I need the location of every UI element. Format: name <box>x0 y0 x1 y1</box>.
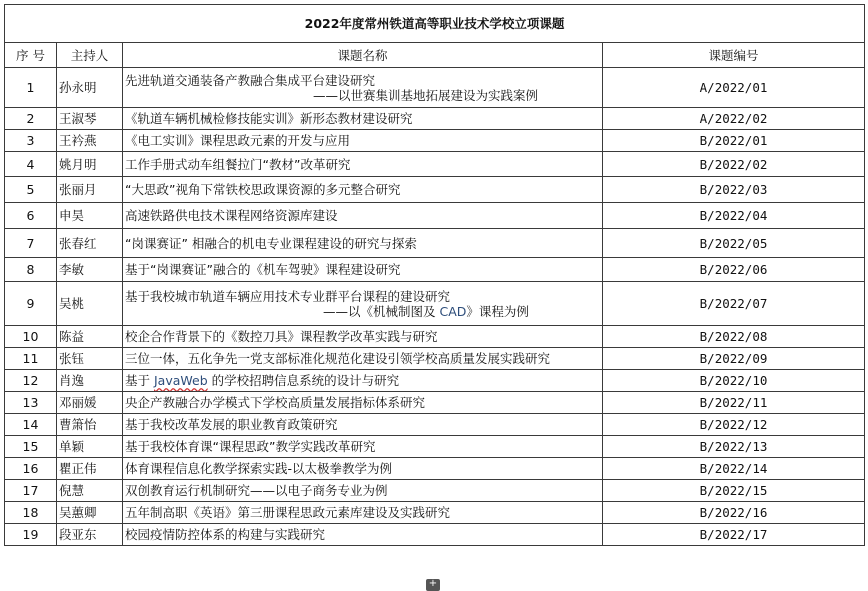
topic-main: 先进轨道交通装备产教融合集成平台建设研究 <box>125 72 376 88</box>
row-host: 邓丽媛 <box>57 392 123 414</box>
row-host: 肖逸 <box>57 370 123 392</box>
row-topic: 五年制高职《英语》第三册课程思政元素库建设及实践研究 <box>123 502 603 524</box>
row-no: 18 <box>5 502 57 524</box>
row-code: B/2022/04 <box>603 203 865 229</box>
row-code: B/2022/12 <box>603 414 865 436</box>
row-code: B/2022/06 <box>603 258 865 282</box>
row-no: 10 <box>5 326 57 348</box>
row-host: 李敏 <box>57 258 123 282</box>
topic-part: 的学校招聘信息系统的设计与研究 <box>207 373 400 388</box>
row-host: 王衿燕 <box>57 130 123 152</box>
row-topic <box>123 282 603 326</box>
row-no: 3 <box>5 130 57 152</box>
row-no: 12 <box>5 370 57 392</box>
row-host: 吴蕙卿 <box>57 502 123 524</box>
row-topic: 央企产教融合办学模式下学校高质量发展指标体系研究 <box>123 392 603 414</box>
row-no: 14 <box>5 414 57 436</box>
topic-latin: JavaWeb <box>153 373 208 388</box>
topic-subtitle <box>125 304 600 319</box>
row-no: 9 <box>5 282 57 326</box>
row-code: B/2022/09 <box>603 348 865 370</box>
row-no: 13 <box>5 392 57 414</box>
row-topic: 校企合作背景下的《数控刀具》课程教学改革实践与研究 <box>123 326 603 348</box>
row-no: 7 <box>5 229 57 258</box>
table-row <box>5 414 865 436</box>
row-no: 15 <box>5 436 57 458</box>
row-no: 1 <box>5 68 57 108</box>
row-no: 16 <box>5 458 57 480</box>
row-host: 曹箫怡 <box>57 414 123 436</box>
row-topic: 工作手册式动车组餐拉门“教材”改革研究 <box>123 152 603 177</box>
table-row <box>5 130 865 152</box>
table-row <box>5 152 865 177</box>
row-no: 2 <box>5 108 57 130</box>
row-code: B/2022/02 <box>603 152 865 177</box>
row-code: B/2022/07 <box>603 282 865 326</box>
table-row <box>5 282 865 326</box>
row-code: B/2022/13 <box>603 436 865 458</box>
title-row <box>5 5 865 43</box>
row-code: B/2022/11 <box>603 392 865 414</box>
row-code: A/2022/01 <box>603 68 865 108</box>
row-host: 张钰 <box>57 348 123 370</box>
table-row <box>5 229 865 258</box>
subtitle-latin: CAD <box>439 303 467 319</box>
row-code: B/2022/16 <box>603 502 865 524</box>
table-add-handle-icon[interactable]: + <box>426 579 440 591</box>
row-topic: 基于“岗课赛证”融合的《机车驾驶》课程建设研究 <box>123 258 603 282</box>
row-topic <box>123 68 603 108</box>
row-no: 4 <box>5 152 57 177</box>
row-host: 单颖 <box>57 436 123 458</box>
row-topic: 基于我校体育课“课程思政”教学实践改革研究 <box>123 436 603 458</box>
row-no: 11 <box>5 348 57 370</box>
row-topic: 校园疫情防控体系的构建与实践研究 <box>123 524 603 546</box>
row-topic: 《轨道车辆机械检修技能实训》新形态教材建设研究 <box>123 108 603 130</box>
row-host: 段亚东 <box>57 524 123 546</box>
table-row <box>5 326 865 348</box>
row-topic: 高速铁路供电技术课程网络资源库建设 <box>123 203 603 229</box>
row-topic: “岗课赛证” 相融合的机电专业课程建设的研究与探索 <box>123 229 603 258</box>
row-host: 陈益 <box>57 326 123 348</box>
header-code: 课题编号 <box>603 43 865 68</box>
table-row <box>5 524 865 546</box>
row-host: 吴桃 <box>57 282 123 326</box>
subtitle-part: 》课程为例 <box>466 303 529 319</box>
header-topic: 课题名称 <box>123 43 603 68</box>
row-code: B/2022/10 <box>603 370 865 392</box>
row-host: 瞿正伟 <box>57 458 123 480</box>
row-no: 19 <box>5 524 57 546</box>
row-code: B/2022/15 <box>603 480 865 502</box>
sheet-title: 2022年度常州铁道高等职业技术学校立项课题 <box>5 5 865 43</box>
row-topic: 三位一体，五化争先一党支部标准化规范化建设引领学校高质量发展实践研究 <box>123 348 603 370</box>
row-host: 王淑琴 <box>57 108 123 130</box>
table-row <box>5 458 865 480</box>
row-host: 申昊 <box>57 203 123 229</box>
row-topic <box>123 370 603 392</box>
table-row <box>5 177 865 203</box>
table-row <box>5 258 865 282</box>
row-code: A/2022/02 <box>603 108 865 130</box>
row-host: 倪慧 <box>57 480 123 502</box>
table-row <box>5 108 865 130</box>
row-code: B/2022/03 <box>603 177 865 203</box>
row-topic: “大思政”视角下常铁校思政课资源的多元整合研究 <box>123 177 603 203</box>
row-code: B/2022/05 <box>603 229 865 258</box>
table-row <box>5 392 865 414</box>
row-code: B/2022/17 <box>603 524 865 546</box>
table-row <box>5 370 865 392</box>
row-host: 姚月明 <box>57 152 123 177</box>
row-host: 张春红 <box>57 229 123 258</box>
table-row <box>5 348 865 370</box>
header-no: 序 号 <box>5 43 57 68</box>
subtitle-part: ——以《机械制图及 <box>323 303 440 319</box>
row-no: 5 <box>5 177 57 203</box>
row-topic: 双创教育运行机制研究——以电子商务专业为例 <box>123 480 603 502</box>
header-row <box>5 43 865 68</box>
row-no: 8 <box>5 258 57 282</box>
row-topic: 基于我校改革发展的职业教育政策研究 <box>123 414 603 436</box>
row-no: 17 <box>5 480 57 502</box>
table-row <box>5 203 865 229</box>
row-topic: 《电工实训》课程思政元素的开发与应用 <box>123 130 603 152</box>
topic-part: 基于 <box>125 373 154 388</box>
row-code: B/2022/08 <box>603 326 865 348</box>
row-host: 孙永明 <box>57 68 123 108</box>
topic-main: 基于我校城市轨道车辆应用技术专业群平台课程的建设研究 <box>125 288 451 304</box>
row-topic: 体育课程信息化教学探索实践-以太极拳教学为例 <box>123 458 603 480</box>
row-host: 张丽月 <box>57 177 123 203</box>
row-code: B/2022/14 <box>603 458 865 480</box>
project-table <box>4 4 865 546</box>
header-host: 主持人 <box>57 43 123 68</box>
row-code: B/2022/01 <box>603 130 865 152</box>
table-row <box>5 480 865 502</box>
table-row <box>5 502 865 524</box>
table-row <box>5 436 865 458</box>
table-row <box>5 68 865 108</box>
topic-subtitle: ——以世赛集训基地拓展建设为实践案例 <box>313 87 539 103</box>
row-no: 6 <box>5 203 57 229</box>
